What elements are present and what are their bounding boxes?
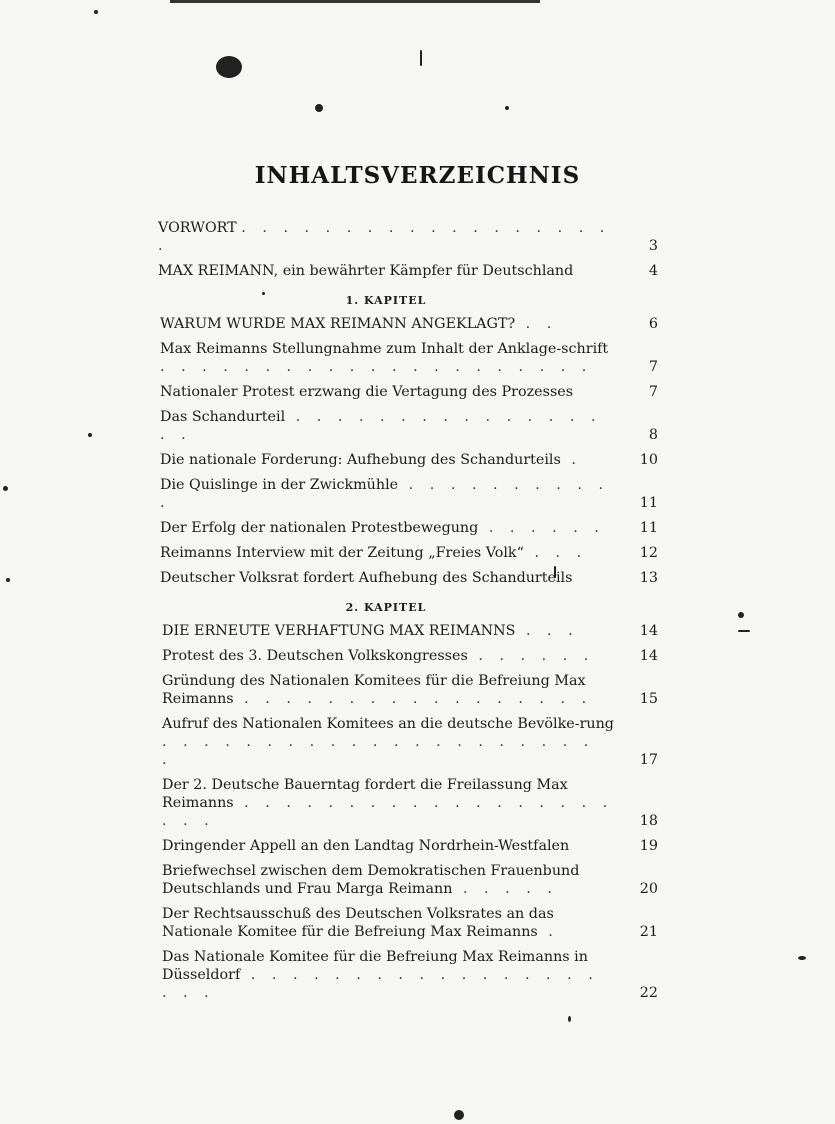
toc-entry-text: Nationaler Protest erzwang die Vertagung des Prozesses	[160, 384, 574, 400]
toc-entry-text: WARUM WURDE MAX REIMANN ANGEKLAGT?	[160, 316, 516, 332]
toc-entry	[158, 408, 658, 444]
leader-dots: . . . . . . . . . . . . . . . . . . . . .	[162, 795, 614, 829]
toc-entry-page: 22	[639, 985, 658, 1001]
toc-entry-page: 7	[648, 359, 658, 375]
leader-dots: . . . . . . . . . . . . . . . . . . . .	[162, 967, 599, 1001]
toc-entry-page: 17	[639, 752, 658, 768]
toc-entry	[158, 340, 658, 376]
toc-entry	[158, 383, 658, 401]
toc-entry-page: 15	[639, 691, 658, 707]
toc-entry-page: 10	[639, 452, 658, 468]
ink-dot	[315, 104, 323, 112]
toc-entry-vorwort	[158, 219, 658, 255]
toc-entry-page: 12	[639, 545, 658, 561]
toc-entry-page: 14	[639, 623, 658, 639]
toc-entry-text: Protest des 3. Deutschen Volkskongresses	[162, 648, 468, 664]
toc-entry	[158, 315, 658, 333]
toc-entry-text: Die nationale Forderung: Aufhebung des Schandurteils	[160, 452, 561, 468]
ink-dot	[88, 433, 92, 437]
leader-dots: . . . . . . . . . . . . . . . . . . .	[158, 220, 611, 254]
toc-entry	[162, 715, 658, 769]
toc-entry-page: 3	[648, 238, 658, 254]
ink-dot	[738, 612, 744, 618]
toc-entry-text: MAX REIMANN, ein bewährter Kämpfer für Deutschland	[158, 263, 574, 279]
toc-entry-text: Gründung des Nationalen Komitees für die Befreiung Max Reimanns	[162, 673, 586, 707]
toc-entry-text: Reimanns Interview mit der Zeitung „Freies Volk“	[160, 545, 524, 561]
toc-entry-page: 18	[639, 813, 658, 829]
toc-entry-text: Das Nationale Komitee für die Befreiung Max Reimanns in Düsseldorf	[162, 949, 588, 983]
ink-dot	[568, 1016, 571, 1022]
table-of-contents	[158, 219, 658, 1009]
ink-dot	[3, 486, 8, 491]
toc-entry-text: Briefwechsel zwischen dem Demokratischen Frauenbund Deutschlands und Frau Marga Reimann	[162, 863, 580, 897]
toc-entry	[162, 948, 658, 1002]
toc-entry-page: 8	[648, 427, 658, 443]
toc-entry-page: 14	[639, 648, 658, 664]
toc-entry	[162, 647, 658, 665]
leader-dots: . . .	[515, 623, 579, 639]
toc-entry-text: VORWORT	[158, 220, 237, 236]
chapter-heading: 1. KAPITEL	[345, 294, 427, 307]
toc-entry	[158, 476, 658, 512]
ink-dot	[6, 578, 10, 582]
toc-entry-text: Der 2. Deutsche Bauerntag fordert die Freilassung Max Reimanns	[162, 777, 568, 811]
toc-entry-text: Max Reimanns Stellungnahme zum Inhalt der Anklage-schrift	[160, 341, 609, 357]
toc-entry-page: 11	[639, 520, 658, 536]
toc-entry	[162, 862, 658, 898]
leader-dots: . . . . . . . . . . . . . . . . .	[160, 409, 602, 443]
toc-entry	[162, 837, 658, 855]
leader-dots: . . . . . . . . . . .	[160, 477, 610, 511]
toc-entry	[158, 569, 658, 587]
ink-dot	[798, 956, 806, 960]
toc-entry	[158, 519, 658, 537]
toc-entry-page: 13	[639, 570, 658, 586]
toc-entry-page: 21	[639, 924, 658, 940]
toc-entry-page: 19	[639, 838, 658, 854]
leader-dots: . . . . . . . . . . . . . . . . . . . . . .	[162, 734, 595, 768]
ink-dot	[94, 10, 98, 14]
toc-entry-page: 11	[639, 495, 658, 511]
page-title: INHALTSVERZEICHNIS	[254, 162, 581, 189]
chapter-1-entries	[158, 315, 658, 587]
toc-entry	[162, 776, 658, 830]
ink-dot	[505, 106, 509, 110]
toc-entry-text: Deutscher Volksrat fordert Aufhebung des Schandurteils	[160, 570, 573, 586]
toc-entry-page: 20	[639, 881, 658, 897]
toc-entry-text: DIE ERNEUTE VERHAFTUNG MAX REIMANNS	[162, 623, 516, 639]
toc-entry-text: Die Quislinge in der Zwickmühle	[160, 477, 399, 493]
toc-entry	[162, 672, 658, 708]
toc-entry-page: 7	[648, 384, 658, 400]
top-edge-line	[170, 0, 540, 3]
toc-entry-page: 6	[648, 316, 658, 332]
toc-entry	[162, 622, 658, 640]
ink-dot	[420, 50, 422, 66]
leader-dots: .	[560, 452, 582, 468]
toc-entry-page: 4	[648, 263, 658, 279]
toc-entry-text: Der Rechtsausschuß des Deutschen Volksrates an das Nationale Komitee für die Befreiung Max Reimanns	[162, 906, 554, 940]
toc-entry-text: Aufruf des Nationalen Komitees an die deutsche Bevölke-rung	[162, 716, 614, 732]
leader-dots: . . . . .	[452, 881, 558, 897]
toc-entry-max-reimann	[158, 262, 658, 280]
toc-entry	[158, 544, 658, 562]
toc-entry-text: Dringender Appell an den Landtag Nordrhein-Westfalen	[162, 838, 570, 854]
leader-dots: . . . . . . . . . . . . . . . . .	[233, 691, 593, 707]
toc-entry	[162, 905, 658, 941]
chapter-2-entries	[162, 622, 658, 1002]
ink-dot	[738, 630, 750, 632]
toc-entry-text: Der Erfolg der nationalen Protestbewegung	[160, 520, 479, 536]
leader-dots: .	[537, 924, 559, 940]
leader-dots: . . . . . . . . . . . . . . . . . . . . .	[160, 359, 593, 375]
toc-entry-text: Das Schandurteil	[160, 409, 286, 425]
chapter-heading: 2. KAPITEL	[345, 601, 427, 614]
leader-dots: . . . . . .	[467, 648, 595, 664]
leader-dots: . . . . . .	[478, 520, 605, 536]
ink-blot	[216, 56, 242, 78]
toc-entry	[158, 451, 658, 469]
leader-dots: . .	[515, 316, 558, 332]
ink-dot	[454, 1110, 464, 1120]
leader-dots: . . .	[523, 545, 588, 561]
